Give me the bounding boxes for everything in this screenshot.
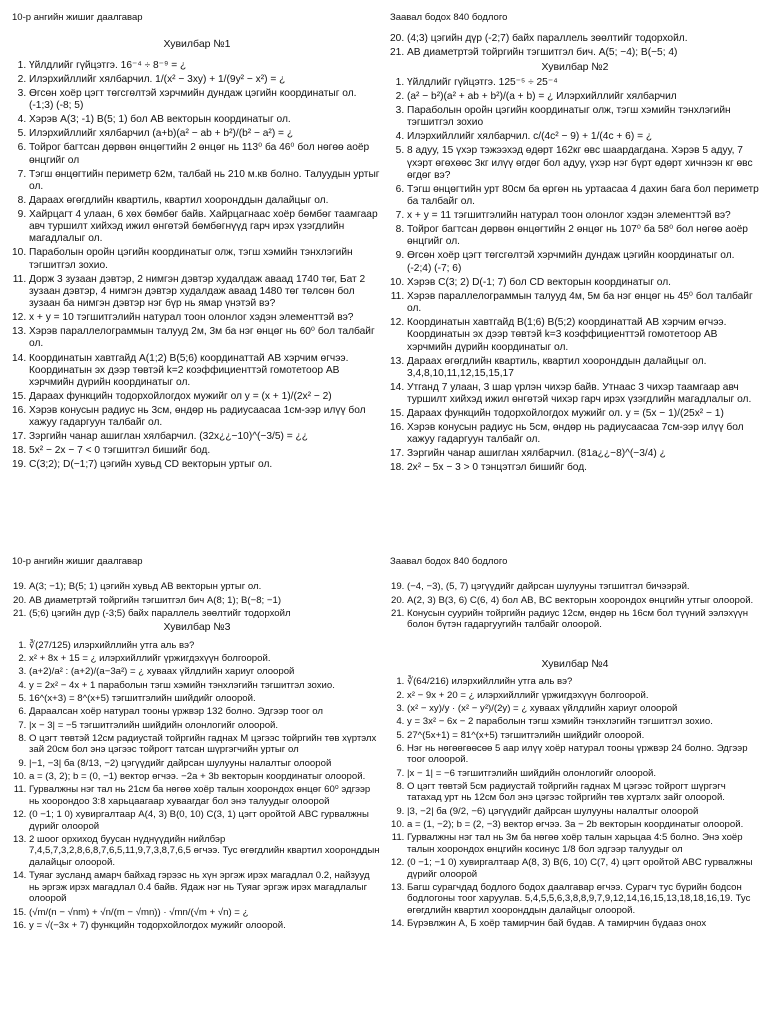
- problem-item: 15. (√m/(n − √nm) + √n/(m − √mn)) · √mn/(√m + √n) = ¿: [29, 907, 382, 919]
- problem-item: 8. О цэгт төвтэй 12см радиустай тойргийн гаднах М цэгээс тойргийн төв хүртэлх зай 20см бол энэ цэгээс тойрогт татсан шүргэгчийн уртыг ол: [29, 733, 382, 756]
- problem-item: 20. A(2, 3) B(3, 6) C(6, 4) бол AB, BC векторын хоорондох өнцгийн утгыг олоорой.: [407, 595, 760, 607]
- problem-item: 6. Тэгш өнцөгтийн урт 80см ба өргөн нь уртаасаа 4 дахин бага бол периметр ба талбайг ол.: [407, 184, 760, 208]
- problem-item: 13. Хэрэв параллелограммын талууд 2м, 3м ба нэг өнцөг нь 60⁰ бол талбайг ол.: [29, 326, 382, 350]
- problem-item: 9. |3, −2| ба (9/2, −6) цэгүүдийг дайрсан шулууны налалтыг олоорой: [407, 806, 760, 818]
- problem-item: 16. Хэрэв конусын радиус нь 5см, өндөр нь радиусаасаа 7см-ээр илүү бол хажуу гадаргуун талбайг ол.: [407, 422, 760, 446]
- problem-item: 1. Үйлдлийг гүйцэтгэ. 125⁻⁵ ÷ 25⁻⁴: [407, 77, 760, 89]
- page-header: Заавал бодох 840 бодлого: [390, 556, 508, 567]
- problem-item: 11. Гурвалжны нэг тал нь 21см ба нөгөө хоёр талын хоорондох өнцөг 60⁰ эдгээр нь хоорондоо 3:8 харьцаагаар хуваагдаг бол энэ талуудыг олоорой: [29, 784, 382, 807]
- problem-item: 20. (4;3) цэгийн дүр (-2;7) байх параллель зөөлтийг тодорхойл.: [407, 33, 760, 45]
- problem-item: 3. (x² − xy)/y · (x² − y²)/(2y) = ¿ хуваах үйлдлийн хариуг олоорой: [407, 703, 760, 715]
- problem-item: 2. (a² − b²)(a² + ab + b²)/(a + b) = ¿ Илэрхийллийг хялбарчил: [407, 91, 760, 103]
- problem-item: 4. Хэрэв A(3; -1) B(5; 1) бол AB векторын координатыг ол.: [29, 114, 382, 126]
- problem-item: 4. y = 3x² − 6x − 2 параболын тэгш хэмийн тэнхлэгийн тэгшитгэл зохио.: [407, 716, 760, 728]
- problem-item: 14. Бүрэвлжин А, Б хоёр тамирчин бай бүдав. А тамирчин бүдааз онох: [407, 918, 760, 930]
- problem-item: 10. a = (1, −2); b = (2, −3) вектор өгчээ. 3a − 2b векторын координатыг олоорой.: [407, 819, 760, 831]
- problem-item: 11. Дорж 3 зузаан дэвтэр, 2 нимгэн дэвтэр худалдаж аваад 1740 төг, Бат 2 зузаан дэвтэр, 4 нимгэн дэвтэр худалдаж аваад 1480 төг төлсөн бол зузаан ба нимгэн дэвтэр нэг бүр нь ямар үнэтэй вэ?: [29, 274, 382, 311]
- problem-item: 14. Утганд 7 улаан, 3 шар үрлэн чихэр байв. Утнаас 3 чихэр таамгаар авч туршилт хийхэд ижил өнгөтэй чихэр гарч ирэх үзэгдлийн магадлалыг ол.: [407, 382, 760, 406]
- problem-item: 7. |x − 1| = −6 тэгшитгэлийн шийдийн олонлогийг олоорой.: [407, 768, 760, 780]
- problem-item: 5. 16^(x+3) = 8^(x+5) тэгшитгэлийн шийдийг олоорой.: [29, 693, 382, 705]
- page-header: Заавал бодох 840 бодлого: [390, 12, 508, 23]
- page-header: 10-р ангийн жишиг даалгавар: [12, 12, 143, 23]
- variant-title: Хувилбар №3: [163, 621, 231, 634]
- problem-item: 10. Хэрэв C(3; 2) D(-1; 7) бол CD векторын координатыг ол.: [407, 277, 760, 289]
- problem-item: 7. x + y = 11 тэгшитгэлийн натурал тоон олонлог хэдэн элементтэй вэ?: [407, 210, 760, 222]
- problem-item: 9. Хайрцагт 4 улаан, 6 хөх бөмбөг байв. Хайрцагнаас хоёр бөмбөг таамгаар авч туршилт хийхэд ижил өнгөтэй бөмбөгнүүд гарч ирэх үзэгдлийн магадлалыг ол.: [29, 209, 382, 246]
- problem-item: 9. |−1, −3| ба (8/13, −2) цэгүүдийг дайрсан шулууны налалтыг олоорой: [29, 758, 382, 770]
- problem-item: 19. (−4, −3), (5, 7) цэгүүдийг дайрсан шулууны тэгшитгэл бичээрэй.: [407, 581, 760, 593]
- problem-item: 4. y = 2x² − 4x + 1 параболын тэгш хэмийн тэнхлэгийн тэгшитгэл зохио.: [29, 680, 382, 692]
- variant-4-section: [390, 556, 760, 932]
- problem-item: 6. Тойрог багтсан дөрвөн өнцөгтийн 2 өнцөг нь 113⁰ ба 46⁰ бол нөгөө аоёр өнцгийг ол: [29, 142, 382, 166]
- problem-item: 13. Багш сурагчдад бодлого бодох даалгавар өгчээ. Сурагч тус бүрийн бодсон бодлогоны тоог харуулав. 5,4,5,5,6,3,8,8,9,7,9,12,14,16,15,13,18,18,16,19. Тус өгөгдлийн квартил хооронддын далайцыг олоорой.: [407, 882, 760, 917]
- problem-item: 21. (5;6) цэгийн дүр (-3;5) байх параллель зөөлтийг тодорхойл: [29, 608, 382, 620]
- problem-item: 14. Координатын хавтгайд A(1;2) B(5;6) координаттай AB хэрчим өгчээ. Координатын эх дээр төвтэй k=2 коэффициенттэй гомотетоор AB хэрчмийн дүрийн координатыг ол.: [29, 353, 382, 390]
- problem-item: 9. Өгсөн хоёр цэгт төгсгөлтэй хэрчмийн дундаж цэгийн координатыг ол. (-2;4) (-7; 6): [407, 250, 760, 274]
- problem-item: 2. x² + 8x + 15 = ¿ илэрхийллийг үржигдэхүүн болгоорой.: [29, 653, 382, 665]
- problem-item: 7. Тэгш өнцөгтийн периметр 62м, талбай нь 210 м.кв болно. Талуудын уртыг ол.: [29, 169, 382, 193]
- problem-item: 8. О цэгт төвтэй 5см радиустай тойргийн гаднах М цэгээс тойрогт шүргэгч татахад урт нь 12см бол энэ цэгээс тойргийн төв хүртэлх зайг олоорой.: [407, 781, 760, 804]
- variant-title: Хувилбар №1: [163, 38, 231, 51]
- problem-item: 11. Гурвалжны нэг тал нь 3м ба нөгөө хоёр талын харьцаа 4:5 болно. Энэ хоёр талын хоорондох өнцгийн косинус 1/8 бол эдгээр талуудыг ол: [407, 832, 760, 855]
- problem-item: 12. x + y = 10 тэгшитгэлийн натурал тоон олонлог хэдэн элементтэй вэ?: [29, 312, 382, 324]
- problem-item: 8. Тойрог багтсан дөрвөн өнцөгтийн 2 өнцөг нь 107⁰ ба 58⁰ бол нөгөө аоёр өнцгийг ол.: [407, 224, 760, 248]
- carryover-problem-list: [390, 581, 760, 631]
- problem-item: 12. (0 −1; −1 0) хувиргалтаар A(8, 3) B(6, 10) C(7, 4) цэгт оройтой ABC гурвалжны дүрийг олоорой: [407, 857, 760, 880]
- problem-item: 5. 27^(5x+1) = 81^(x+5) тэгшитгэлийн шийдийг олоорой.: [407, 730, 760, 742]
- problem-item: 14. Туяаг зусланд амарч байхад гэрээс нь хүн эргэж ирэх магадлал 0.2, найзууд нь эргэж ирэх магадлал 0.4 байв. Ядаж нэг нь Туяаг эргэж ирэх магадлалыг олоорой: [29, 870, 382, 905]
- page-header: 10-р ангийн жишиг даалгавар: [12, 556, 143, 567]
- variant-2-section: [390, 12, 760, 476]
- problem-list: [12, 640, 382, 931]
- problem-item: 13. Дараах өгөгдлийн квартиль, квартил хооронддын далайцыг ол. 3,4,8,10,11,12,15,15,17: [407, 356, 760, 380]
- problem-item: 18. 2x² − 5x − 3 > 0 тэнцэтгэл бишийг бод.: [407, 462, 760, 474]
- variant-title: Хувилбар №4: [541, 657, 609, 670]
- problem-item: 6. Нэг нь нөгөөгөөсөө 5 аар илүү хоёр натурал тооны үржвэр 24 болно. Эдгээр тоог олоорой.: [407, 743, 760, 766]
- problem-item: 8. Дараах өгөгдлийн квартиль, квартил хооронддын далайцыг ол.: [29, 195, 382, 207]
- problem-item: 6. Дараалсан хоёр натурал тооны үржвэр 132 болно. Эдгээр тоог ол: [29, 706, 382, 718]
- problem-item: 2. Илэрхийллийг хялбарчил. 1/(x² − 3xy) + 1/(9y² − x²) = ¿: [29, 74, 382, 86]
- carryover-problem-list: [390, 33, 760, 59]
- problem-item: 17. Зэргийн чанар ашиглан хялбарчил. (32x¿¿−10)^(−3/5) = ¿¿: [29, 431, 382, 443]
- problem-item: 10. a = (3, 2); b = (0, −1) вектор өгчээ. −2a + 3b векторын координатыг олоорой.: [29, 771, 382, 783]
- problem-list: [390, 676, 760, 929]
- problem-item: 4. Илэрхийллийг хялбарчил. c/(4c² − 9) + 1/(4c + 6) = ¿: [407, 131, 760, 143]
- problem-item: 12. (0 −1; 1 0) хувиргалтаар A(4, 3) B(0, 10) C(3, 1) цэгт оройтой ABC гурвалжны дүрийг олоорой: [29, 809, 382, 832]
- problem-item: 21. AB диаметртэй тойргийн тэгшитгэл бич. A(5; −4); B(−5; 4): [407, 47, 760, 59]
- spacer: [390, 633, 760, 658]
- problem-list: [12, 60, 382, 472]
- problem-item: 15. Дараах функцийн тодорхойлогдох мужийг ол. y = (5x − 1)/(25x² − 1): [407, 408, 760, 420]
- problem-item: 17. Зэргийн чанар ашиглан хялбарчил. (81a¿¿−8)^(−3/4) ¿: [407, 448, 760, 460]
- problem-item: 5. Илэрхийллийг хялбарчил (a+b)(a² − ab + b²)/(b² − a²) = ¿: [29, 128, 382, 140]
- problem-item: 3. (a+2)/a² : (a+2)/(a−3a²) = ¿ хуваах үйлдлийн хариуг олоорой: [29, 666, 382, 678]
- problem-item: 21. Конусын суурийн тойргийн радиус 12см, өндөр нь 16см бол түүний ээлэхүүн болон бүтэн гадаргуугийн талбайг олоорой.: [407, 608, 760, 631]
- problem-item: 1. Үйлдлийг гүйцэтгэ. 16⁻⁴ ÷ 8⁻⁹ = ¿: [29, 60, 382, 72]
- problem-item: 10. Параболын оройн цэгийн координатыг олж, тэгш хэмийн тэнхлэгийн тэгшитгэл зохио.: [29, 247, 382, 271]
- problem-item: 16. y = √(−3x + 7) функцийн тодорхойлогдох мужийг олоорой.: [29, 920, 382, 932]
- variant-title: Хувилбар №2: [541, 61, 609, 74]
- problem-item: 15. Дараах функцийн тодорхойлогдох мужийг ол y = (x + 1)/(2x² − 2): [29, 391, 382, 403]
- problem-item: 18. 5x² − 2x − 7 < 0 тэгшитгэл бишийг бод.: [29, 445, 382, 457]
- problem-item: 2. x² − 9x + 20 = ¿ илэрхийллийг үржигдэхүүн болгоорой.: [407, 690, 760, 702]
- carryover-problem-list: [12, 581, 382, 619]
- problem-item: 13. 2 шоог орхиход буусан нүднүүдийн нийлбэр 7,4,5,7,3,2,8,6,8,7,6,5,11,9,7,3,8,7,6,5 өгчээ. Тус өгөгдлийн квартил хооронддын далайцыг олоорой.: [29, 834, 382, 869]
- problem-item: 3. Өгсөн хоёр цэгт төгсгөлтэй хэрчмийн дундаж цэгийн координатыг ол. (-1;3) (-8; 5): [29, 88, 382, 112]
- variant-3-section: [12, 556, 382, 933]
- problem-item: 19. C(3;2); D(−1;7) цэгийн хувьд CD векторын уртыг ол.: [29, 459, 382, 471]
- problem-item: 5. 8 адуу, 15 үхэр тэжээхэд өдөрт 162кг өвс шаардагдана. Хэрэв 5 адуу, 7 үхэрт өгөхөөс 3кг илүү өгдөг бол адуу, үхэр нэг бүрт өдөрт хичнээн кг өвс өгдөг вэ?: [407, 145, 760, 182]
- problem-item: 12. Координатын хавтгайд B(1;6) B(5;2) координаттай AB хэрчим өгчээ. Координатын эх дээр төвтэй k=3 коэффициенттэй гомотетоор AB хэрчмийн дүрийн координатыг ол.: [407, 317, 760, 354]
- problem-item: 1. ∛(27/125) илэрхийллийн утга аль вэ?: [29, 640, 382, 652]
- problem-item: 1. ∛(64/216) илэрхийллийн утга аль вэ?: [407, 676, 760, 688]
- problem-item: 16. Хэрэв конусын радиус нь 3см, өндөр нь радиусаасаа 1см-ээр илүү бол хажуу гадаргуун талбайг ол.: [29, 405, 382, 429]
- problem-item: 11. Хэрэв параллелограммын талууд 4м, 5м ба нэг өнцөг нь 45⁰ бол талбайг ол.: [407, 291, 760, 315]
- variant-1-section: [12, 12, 382, 473]
- problem-item: 3. Параболын оройн цэгийн координатыг олж, тэгш хэмийн тэнхлэгийн тэгшитгэл зохио: [407, 105, 760, 129]
- problem-item: 19. A(3; −1); B(5; 1) цэгийн хувьд AB векторын уртыг ол.: [29, 581, 382, 593]
- problem-item: 7. |x − 3| = −5 тэгшитгэлийн шийдийн олонлогийг олоорой.: [29, 720, 382, 732]
- problem-list: [390, 77, 760, 475]
- problem-item: 20. AB диаметртэй тойргийн тэгшитгэл бич A(8; 1); B(−8; −1): [29, 595, 382, 607]
